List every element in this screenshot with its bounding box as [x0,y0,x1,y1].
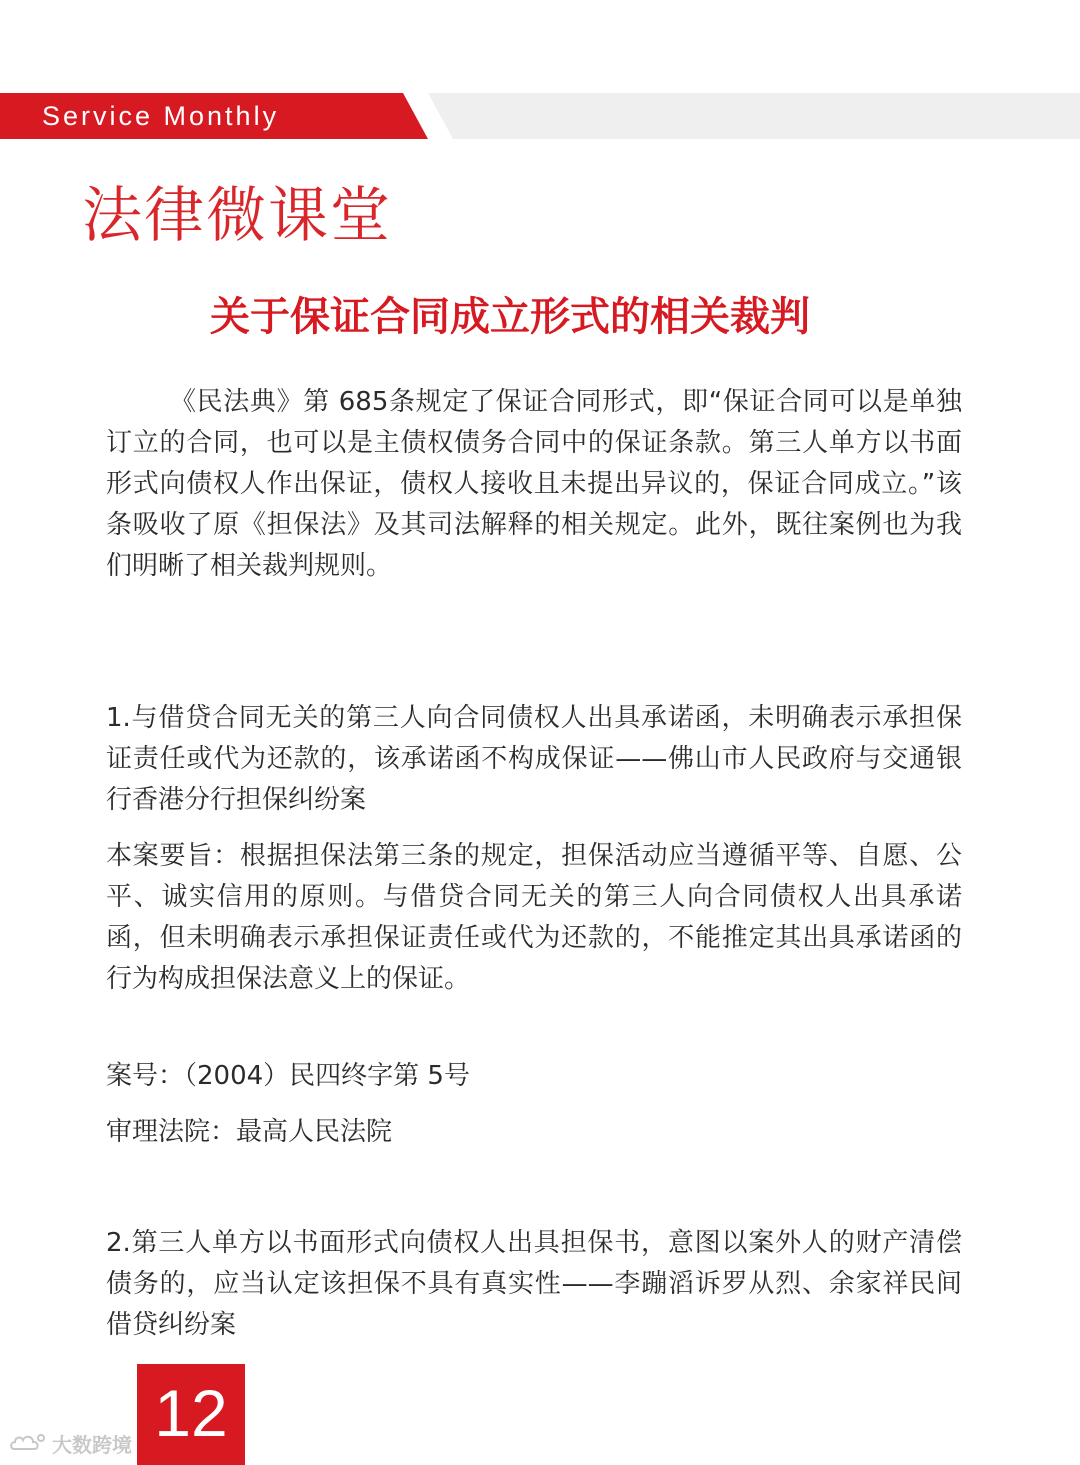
header-label: Service Monthly [42,101,280,131]
case1-title: 1.与借贷合同无关的第三人向合同债权人出具承诺函，未明确表示承担保证责任或代为还款的，该承诺函不构成保证——佛山市人民政府与交通银行香港分行担保纠纷案 [106,703,962,815]
intro-paragraph: 《民法典》第 685条规定了保证合同形式，即“保证合同可以是单独订立的合同，也可以是主债权债务合同中的保证条款。第三人单方以书面形式向债权人作出保证，债权人接收且未提出异议的，保证合同成立。”该条吸收了原《担保法》及其司法解释的相关规定。此外，既往案例也为我们明晰了相关裁判规则。 [106,387,962,581]
case1-gist: 本案要旨：根据担保法第三条的规定，担保活动应当遵循平等、自愿、公平、诚实信用的原则。与借贷合同无关的第三人向合同债权人出具承诺函，但未明确表示承担保证责任或代为还款的，不能推定其出具承诺函的行为构成担保法意义上的保证。 [106,841,962,994]
watermark [8,1428,132,1458]
case2-title: 2.第三人单方以书面形式向债权人出具担保书，意图以案外人的财产清偿债务的，应当认定该担保不具有真实性——李蹦滔诉罗从烈、余家祥民间借贷纠纷案 [106,1228,962,1340]
case1-case-number: 案号：（2004）民四终字第 5号 [106,1061,470,1091]
case1-court: 审理法院：最高人民法院 [106,1117,393,1147]
cloud-logo-icon [8,1431,48,1455]
section-title: 法律微课堂 [82,181,392,251]
article-title: 关于保证合同成立形式的相关裁判 [210,294,810,340]
header-gray-band [428,93,1080,139]
watermark-text: 大数跨境 [52,1432,132,1457]
page-number: 12 [154,1376,228,1450]
